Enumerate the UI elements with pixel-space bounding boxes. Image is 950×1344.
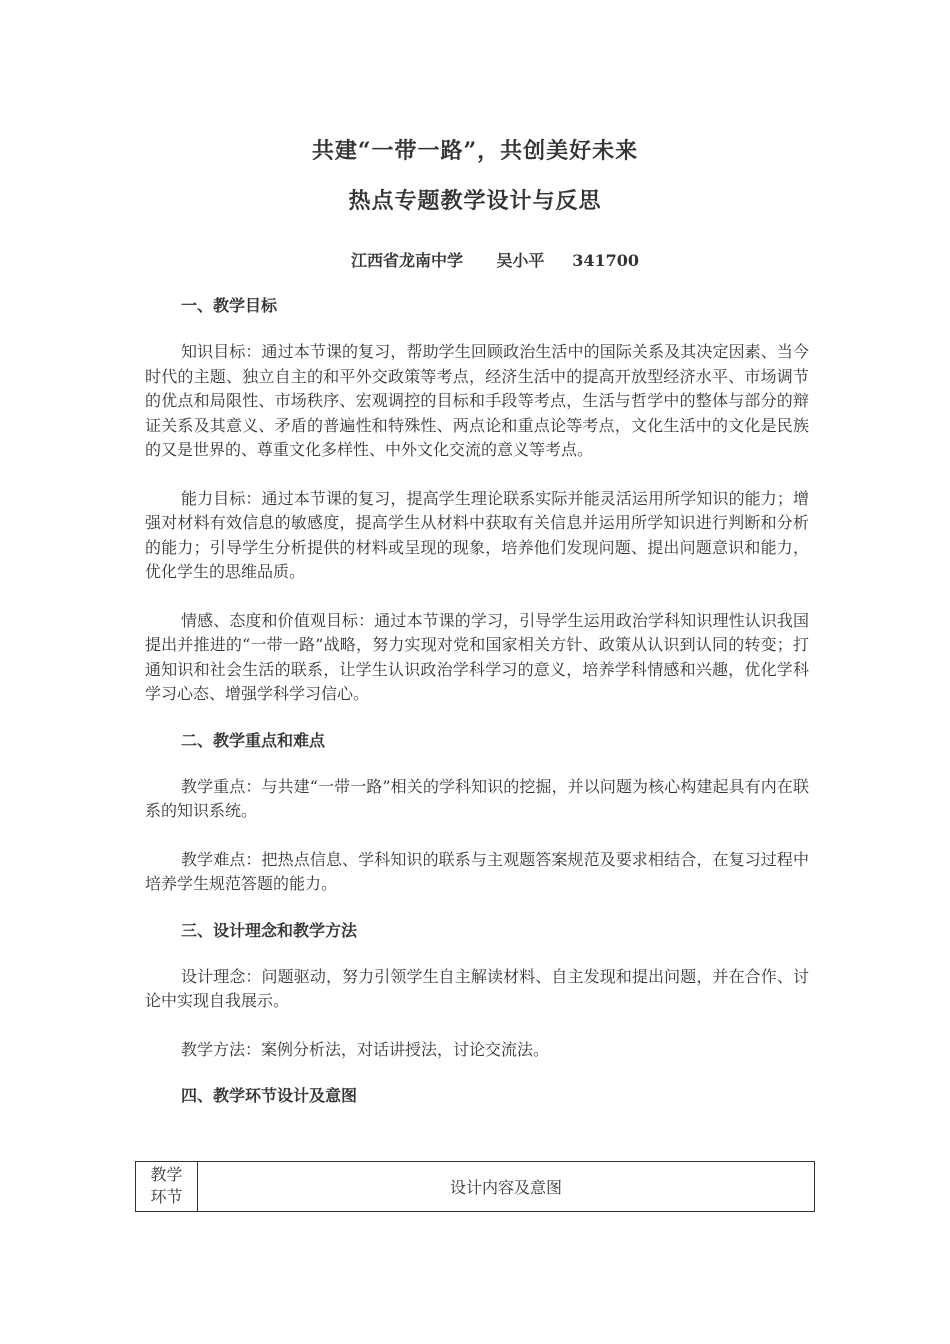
paragraph-key-point: 教学重点：与共建“一带一路”相关的学科知识的挖掘，并以问题为核心构建起具有内在联系的知识系统。	[145, 776, 809, 820]
paragraph-knowledge-goal: 知识目标：通过本节课的复习，帮助学生回顾政治生活中的国际关系及其决定因素、当今时代的主题、独立自主的和平外交政策等考点，经济生活中的提高开放型经济水平、市场调节的优点和局限性、市场秩序、宏观调控的目标和手段等考点，生活与哲学中的整体与部分的辩证关系及其意义、矛盾的普遍性和特殊性、两点论和重点论等考点，文化生活中的文化是民族的又是世界的、尊重文化多样性、中外文化交流的意义等考点。	[145, 342, 809, 459]
document-body	[145, 294, 809, 1108]
section-heading-stages: 四、教学环节设计及意图	[181, 1086, 358, 1105]
table-header-stage-line2: 环节	[150, 1187, 183, 1206]
paragraph-ability-goal: 能力目标：通过本节课的复习，提高学生理论联系实际并能灵活运用所学知识的能力；增强对材料有效信息的敏感度，提高学生从材料中获取有关信息并运用所学知识进行判断和分析的能力；引导学生分析提供的材料或呈现的现象，培养他们发现问题、提出问题意识和能力，优化学生的思维品质。	[145, 488, 809, 581]
table-header-stage	[136, 1162, 198, 1211]
paragraph-values-goal: 情感、态度和价值观目标：通过本节课的学习，引导学生运用政治学科知识理性认识我国提出并推进的“一带一路”战略，努力实现对党和国家相关方针、政策从认识到认同的转变；打通知识和社会生活的联系，让学生认识政治学科学习的意义，培养学科情感和兴趣，优化学科学习心态、增强学科学习信心。	[145, 610, 809, 703]
author-line: 江西省龙南中学 吴小平 341700	[350, 251, 640, 270]
document-title: 共建“一带一路”，共创美好未来	[311, 138, 639, 164]
table-header-stage-line1: 教学	[150, 1165, 183, 1184]
paragraph-teaching-method: 教学方法：案例分析法，对话讲授法，讨论交流法。	[181, 1039, 550, 1059]
table-header-content: 设计内容及意图	[449, 1178, 562, 1197]
teaching-stages-table	[135, 1161, 815, 1212]
paragraph-difficulty: 教学难点：把热点信息、学科知识的联系与主观题答案规范及要求相结合，在复习过程中培养学生规范答题的能力。	[145, 849, 809, 893]
section-heading-key-points: 二、教学重点和难点	[181, 730, 326, 750]
document-subtitle: 热点专题教学设计与反思	[348, 188, 602, 214]
section-heading-methods: 三、设计理念和教学方法	[181, 920, 358, 940]
section-heading-objectives: 一、教学目标	[181, 296, 278, 315]
paragraph-design-concept: 设计理念：问题驱动，努力引领学生自主解读材料、自主发现和提出问题，并在合作、讨论中实现自我展示。	[145, 966, 809, 1010]
